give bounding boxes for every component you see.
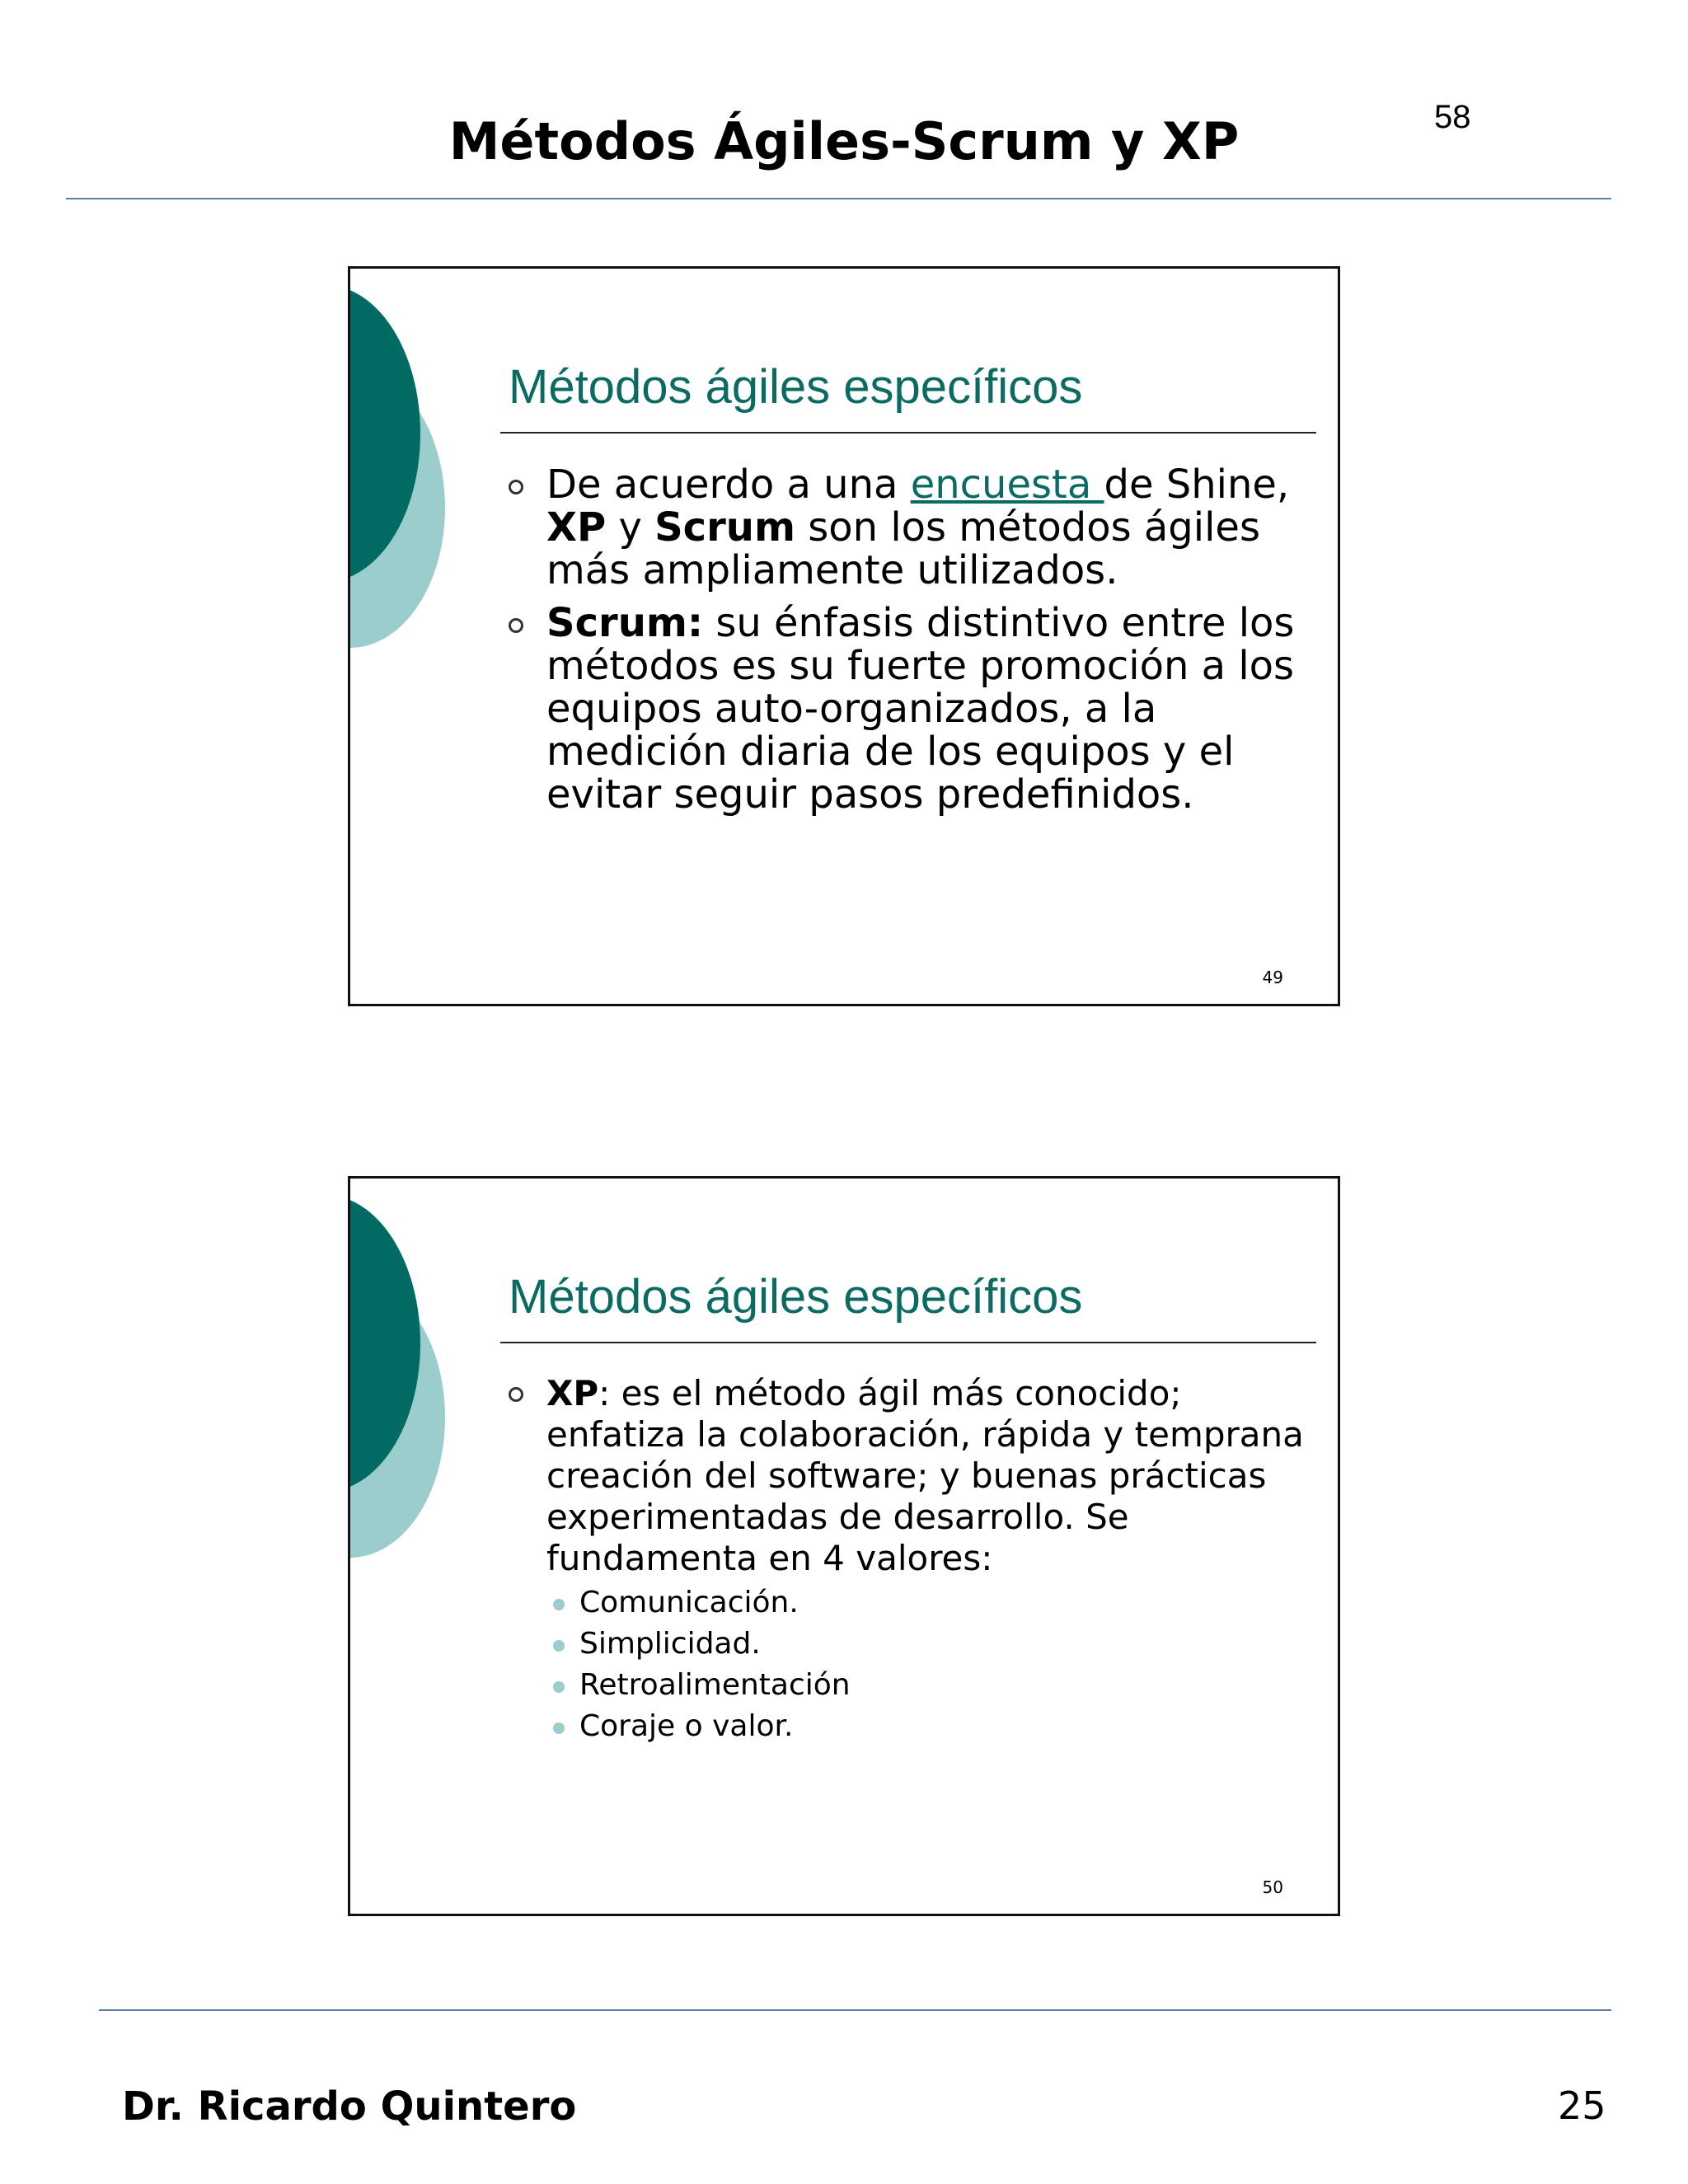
text-run: De acuerdo a una	[546, 462, 911, 508]
bullet-item-xp	[509, 1373, 1316, 1747]
bullet-text	[546, 462, 1289, 593]
dot-bullet-icon	[553, 1722, 565, 1734]
slide-49	[348, 266, 1340, 1006]
text-run: : es el método ágil más conocido; enfatiza la colaboración, rápida y temprana creación del software; y buenas prácticas experimentadas de desarrollo. Se fundamenta en 4 valores:	[546, 1373, 1304, 1578]
slide-title-divider	[500, 1342, 1316, 1343]
text-run: de Shine,	[1104, 462, 1290, 508]
text-run: su énfasis distintivo entre los métodos es su fuerte promoción a los equipos auto-organizados, a la medición diaria de los equipos y el evitar seguir pasos predefinidos.	[546, 600, 1295, 818]
slide-bullet-list	[509, 1373, 1316, 1757]
sub-list-item	[546, 1706, 1316, 1747]
bold-text-run: Scrum:	[546, 600, 704, 646]
hollow-circle-bullet-icon	[509, 480, 523, 494]
slide-number: 49	[1262, 968, 1283, 987]
bold-text-run: Scrum	[654, 504, 795, 551]
dot-bullet-icon	[553, 1681, 565, 1693]
hollow-circle-bullet-icon	[509, 1387, 523, 1402]
slide-title-divider	[500, 432, 1316, 434]
slide-title: Métodos ágiles específicos	[509, 360, 1083, 414]
encuesta-link[interactable]: encuesta	[910, 462, 1104, 508]
sub-list-item	[546, 1582, 1316, 1624]
page-title: Métodos Ágiles-Scrum y XP	[448, 111, 1240, 171]
hollow-circle-bullet-icon	[509, 618, 523, 633]
bold-text-run: XP	[546, 504, 607, 551]
bullet-item-encuesta	[509, 463, 1316, 592]
slide-50	[348, 1176, 1340, 1916]
text-run: son los métodos ágiles más ampliamente utilizados.	[546, 504, 1260, 593]
slide-decoration-circles	[350, 269, 466, 648]
bullet-item-scrum	[509, 602, 1316, 816]
sub-item-text: Comunicación.	[579, 1586, 799, 1619]
page-number: 58	[1434, 99, 1471, 135]
footer-divider	[99, 2009, 1611, 2011]
slide-number: 50	[1262, 1877, 1283, 1897]
sub-item-text: Simplicidad.	[579, 1627, 761, 1661]
footer-author: Dr. Ricardo Quintero	[122, 2083, 577, 2130]
text-run: y	[606, 504, 655, 551]
sub-list-item	[546, 1624, 1316, 1665]
slide-bullet-list	[509, 463, 1316, 826]
xp-values-list	[546, 1582, 1316, 1747]
header-divider	[66, 198, 1611, 199]
sub-item-text: Retroalimentación	[579, 1668, 851, 1702]
bullet-text	[546, 1373, 1304, 1578]
dot-bullet-icon	[553, 1640, 565, 1652]
bold-text-run: XP	[546, 1373, 599, 1413]
bullet-text	[546, 600, 1294, 818]
sub-item-text: Coraje o valor.	[579, 1709, 794, 1743]
footer-page-number: 25	[1558, 2083, 1606, 2128]
slide-decoration-circles	[350, 1179, 466, 1558]
slide-title: Métodos ágiles específicos	[509, 1270, 1083, 1324]
dot-bullet-icon	[553, 1599, 565, 1610]
sub-list-item	[546, 1665, 1316, 1706]
